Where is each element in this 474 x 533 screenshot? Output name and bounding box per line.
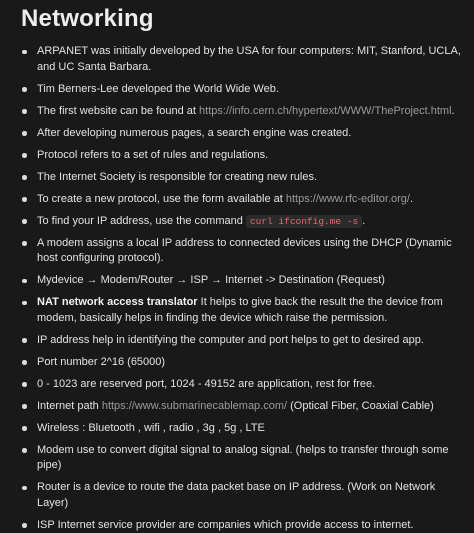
inline-code: curl ifconfig.me -s — [246, 215, 362, 228]
note-text: Tim Berners-Lee developed the World Wide Web. — [37, 83, 279, 95]
note-text: . — [362, 215, 365, 227]
note-text: IP address help in identifying the computer and port helps to get to desired app. — [37, 334, 424, 346]
note-text: To create a new protocol, use the form available at — [37, 193, 286, 205]
list-item — [13, 214, 464, 230]
notes-list — [13, 44, 464, 533]
bullet-icon — [22, 338, 27, 343]
list-item — [13, 399, 464, 415]
note-text: Modem use to convert digital signal to analog signal. (helps to transfer through some pipe) — [37, 444, 449, 472]
bullet-icon — [22, 219, 27, 224]
note-text: 0 - 1023 are reserved port, 1024 - 49152 are application, rest for free. — [37, 378, 375, 390]
list-item — [13, 377, 464, 393]
bullet-icon — [22, 426, 27, 431]
list-item — [13, 148, 464, 164]
bullet-icon — [22, 360, 27, 365]
note-text: It helps to give back the result the the device from modem, basically helps in finding the device which raise the permission. — [37, 296, 443, 324]
bullet-icon — [22, 109, 27, 114]
note-text: Wireless : Bluetooth , wifi , radio , 3g , 5g , LTE — [37, 422, 265, 434]
list-item — [13, 82, 464, 98]
bullet-icon — [22, 50, 27, 55]
note-text: To find your IP address, use the command — [37, 215, 246, 227]
list-item — [13, 333, 464, 349]
note-text: Router is a device to route the data packet base on IP address. (Work on Network Layer) — [37, 481, 435, 509]
list-item — [13, 355, 464, 371]
note-text: Protocol refers to a set of rules and regulations. — [37, 149, 268, 161]
list-item — [13, 104, 464, 120]
list-item — [13, 170, 464, 186]
list-item — [13, 518, 464, 533]
bullet-icon — [22, 382, 27, 387]
note-text: Port number 2^16 (65000) — [37, 356, 165, 368]
list-item — [13, 421, 464, 437]
list-item — [13, 443, 464, 474]
cern-link[interactable]: https://info.cern.ch/hypertext/WWW/TheProject.html — [199, 105, 451, 117]
bold-term: NAT network access translator — [37, 296, 198, 308]
bullet-icon — [22, 175, 27, 180]
bullet-icon — [22, 197, 27, 202]
bullet-icon — [22, 523, 27, 528]
note-text: ARPANET was initially developed by the USA for four computers: MIT, Stanford, UCLA, and UC Santa Barbara. — [37, 45, 461, 73]
note-text: The Internet Society is responsible for creating new rules. — [37, 171, 317, 183]
bullet-icon — [22, 87, 27, 92]
list-item — [13, 295, 464, 326]
page-title: Networking — [21, 4, 464, 34]
bullet-icon — [22, 404, 27, 409]
rfc-editor-link[interactable]: https://www.rfc-editor.org/ — [286, 193, 410, 205]
note-text: Mydevice → Modem/Router → ISP → Internet -> Destination (Request) — [37, 274, 385, 286]
bullet-icon — [22, 279, 27, 284]
note-text: A modem assigns a local IP address to connected devices using the DHCP (Dynamic host configuring protocol). — [37, 237, 452, 265]
note-text: After developing numerous pages, a search engine was created. — [37, 127, 351, 139]
list-item — [13, 480, 464, 511]
bullet-icon — [22, 301, 27, 306]
note-text: ISP Internet service provider are companies which provide access to internet. — [37, 519, 413, 531]
bullet-icon — [22, 448, 27, 453]
bullet-icon — [22, 241, 27, 246]
list-item — [13, 192, 464, 208]
note-text: (Optical Fiber, Coaxial Cable) — [287, 400, 434, 412]
list-item — [13, 236, 464, 267]
note-text: . — [452, 105, 455, 117]
note-text: The first website can be found at — [37, 105, 199, 117]
note-text: . — [410, 193, 413, 205]
bullet-icon — [22, 131, 27, 136]
note-text: Internet path — [37, 400, 102, 412]
bullet-icon — [22, 486, 27, 491]
list-item — [13, 126, 464, 142]
list-item — [13, 273, 464, 289]
submarine-cable-link[interactable]: https://www.submarinecablemap.com/ — [102, 400, 287, 412]
bullet-icon — [22, 153, 27, 158]
list-item — [13, 44, 464, 75]
